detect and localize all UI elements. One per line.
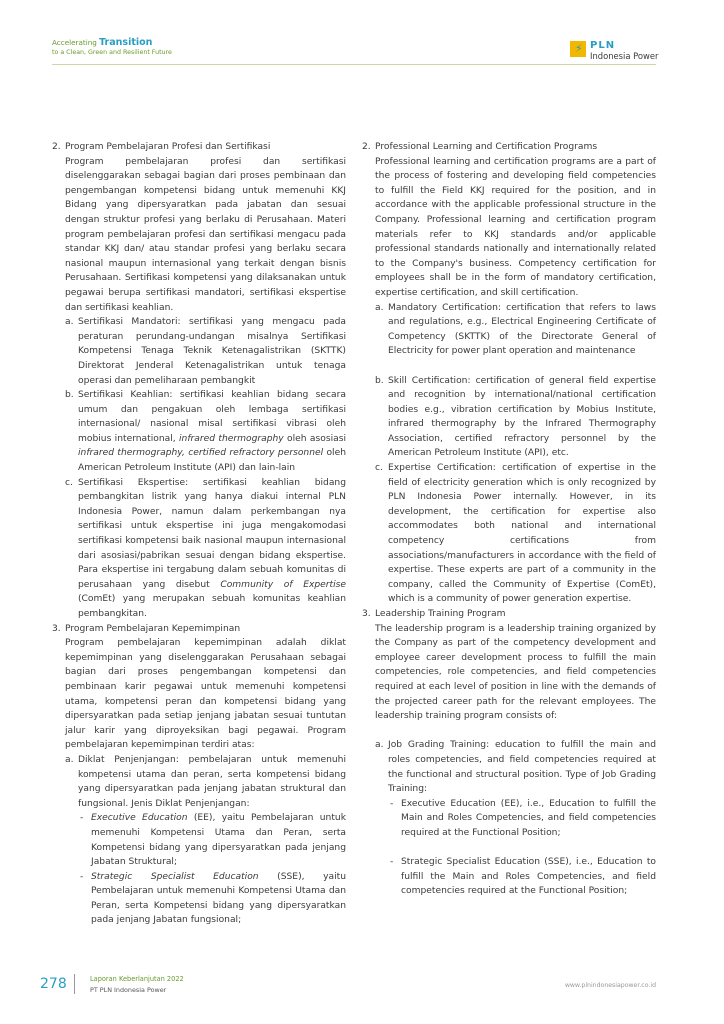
dash-text [91,870,346,928]
logo-subtitle: Indonesia Power [590,51,659,61]
page-header [52,37,659,67]
item-number: 2. [52,142,61,152]
dash-text: Strategic Specialist Education (SSE), i.e., Education to fulfill the Main and Roles Competencies, and field competencies required at the Functional Position; [401,857,656,897]
page-number: 278 [40,976,67,992]
sub-text-intro: Diklat Penjenjangan: pembelajaran untuk memenuhi kompetensi utama dan peran, serta kompetensi bidang yang dipersyaratkan pada jenjang jabatan struktural dan fungsional. Jenis Diklat Penjenjangan: [78,754,346,809]
sub-text: Expertise Certification: certification of expertise in the field of electricity generation which is only recognized by PLN Indonesia Power internally. However, in its development, the certification for expertise also accommodates both national and international competency certifications from associations/manufacturers in accordance with the field of expertise. These experts are part of a community in the company, called the Community of Expertise (ComEt), which is a community of power generation expertise. [388,463,656,605]
paragraph: Professional learning and certification programs are a part of the process of fostering and developing field competencies to fulfill the Field KKJ required for the position, and in accordance with the applicable professional structure in the Company. Professional learning and certification program materials refer to KKJ standards and/or applicable professional standards nationally and internationally related to the Company's business. Competency certification for employees shall be in the form of mandatory certification, expertise certification, and skill certification. [375,156,656,298]
section-title: Program Pembelajaran Profesi dan Sertifikasi [65,142,271,152]
italic-term: Executive Education [91,813,188,824]
sub-item [65,476,346,622]
italic-term: Community of Expertise [220,579,347,590]
italic-term: infrared thermography, certified refractory personnel [78,448,324,459]
sub-item [65,753,346,928]
sub-text: Mandatory Certification: certification that refers to laws and regulations, e.g., Electrical Engineering Certificate of Competency (SKTTK) of the Directorate General of Electricity for power plant operation and maintenance [388,302,656,357]
tagline-prefix: Accelerating [52,38,100,47]
footer-divider [74,974,75,994]
right-column-english [362,140,656,899]
lightning-bolt-icon: ⚡ [570,41,586,57]
sub-label: c. [65,477,73,488]
item-number: 3. [52,623,61,634]
header-divider [52,64,656,65]
sub-label: a. [65,754,74,765]
sub-text-intro: Job Grading Training: education to fulfill the main and roles competencies, and field competencies required at the functional and structural position. Type of Job Grading Training: [388,740,656,795]
sub-text: Skill Certification: certification of general field expertise and recognition by international/national certification bodies e.g., vibration certification by Mobius Institute, infrared thermography by the Infrared Thermography Association, certified refractory personnel by the American Petroleum Institute (API), etc. [388,375,656,459]
report-title: Laporan Keberlanjutan 2022 [90,975,184,983]
dash-label: - [390,798,394,809]
sub-text [388,738,656,899]
logo-pln-text: PLN [590,40,616,51]
dash-item [388,797,656,841]
text-run: (EE), yaitu Pembelajaran untuk memenuhi Kompetensi Utama dan Peran, serta Kompetensi bidang yang dipersyaratkan pada jenjang Jabatan Struktural; [91,813,346,868]
list-item [52,622,346,928]
item-body [375,140,656,607]
italic-term: Strategic Specialist Education [91,871,259,882]
section-title: Program Pembelajaran Kepemimpinan [65,623,241,634]
list-item [52,140,346,622]
sub-item [375,301,656,359]
dash-item [388,855,656,899]
sub-label: c. [375,463,383,474]
left-column-indonesian [52,140,346,928]
list-item [362,140,656,607]
item-number: 3. [362,609,371,619]
dash-text [91,811,346,869]
text-run: Sertifikasi Keahlian: sertifikasi keahlian bidang secara umum dan pengakuan oleh lembaga sertifikasi internasional/ nasional misal sertifikasi vibrasi oleh mobius international, [78,390,346,444]
dash-text: Executive Education (EE), i.e., Education to fulfill the Main and Roles Competencies, and field competencies required at the Functional Position; [401,798,656,838]
sub-item [375,374,656,462]
section-title: Professional Learning and Certification Programs [375,142,598,152]
item-body [375,607,656,899]
dash-label: - [80,813,84,824]
website-url: www.plnindonesiapower.co.id [564,982,656,989]
dash-item [78,870,346,928]
dash-item [78,811,346,869]
sub-item [65,315,346,388]
text-run: oleh asosiasi [283,433,346,444]
sub-item [375,738,656,899]
text-run: oleh American Petroleum Institute (API) dan lain-lain [78,448,346,474]
item-body [65,140,346,622]
dash-label: - [390,857,394,868]
sub-item [65,388,346,476]
sub-text [78,388,346,476]
sub-label: a. [375,740,384,751]
tagline-strong: Transition [99,37,153,48]
sub-label: b. [375,375,384,386]
spacer [375,724,656,739]
section-title: Leadership Training Program [375,609,506,619]
tagline-line2: to a Clean, Green and Resilient Future [52,49,172,56]
sub-label: a. [65,317,74,328]
list-item [362,607,656,899]
sub-label: a. [375,302,384,313]
paragraph: The leadership program is a leadership training organized by the Company as part of the competency development and employee career development process to fulfill the main competencies, role competencies, and field competencies required at each level of position in line with the demands of the projected career path for the relevant employees. The leadership training program consists of: [375,623,656,722]
tagline-line1 [52,37,152,48]
sub-text [78,753,346,928]
sub-text: Sertifikasi Mandatori: sertifikasi yang mengacu pada peraturan perundang-undangan misalnya Sertifikasi Kompetensi Tenaga Teknik Ketenagalistrikan (SKTTK) Direktorat Jenderal Ketenagalistrikan untuk tenaga operasi dan pemeliharaan pembangkit [78,317,346,386]
spacer [388,841,656,856]
paragraph: Program pembelajaran kepemimpinan adalah diklat kepemimpinan yang diselenggarakan Perusahaan sebagai bagian dari proses pengembangan kompetensi dan pembinaan karir pegawai untuk memenuhi kompetensi utama, kompetensi peran dan kompetensi bidang yang dipersyaratkan pada setiap jenjang jabatan sesuai tuntutan jalur karir yang diproyeksikan bagi pegawai. Program pembelajaran kepemimpinan terdiri atas: [65,638,346,751]
item-number: 2. [362,142,371,152]
text-run: (SSE), yaitu Pembelajaran untuk memenuhi Kompetensi Utama dan Peran, serta Kompetensi bidang yang dipersyaratkan pada jenjang Jabatan fungsional; [91,871,346,926]
spacer [375,359,656,374]
item-body [65,622,346,928]
text-run: (ComEt) yang merupakan sebuah komunitas keahlian pembangkitan. [78,594,346,619]
paragraph: Program pembelajaran profesi dan sertifikasi diselenggarakan sebagai bagian dari proses pembinaan dan pengembangan kompetensi bidang untuk memenuhi KKJ Bidang yang dipersyaratkan pada jabatan dan sesuai dengan struktur profesi yang berlaku di Perusahaan. Materi program pembelajaran profesi dan sertifikasi mengacu pada standar KKJ dan/ atau standar profesi yang berlaku secara nasional maupun internasional yang terkait dengan bisnis Perusahaan. Sertifikasi kompetensi yang dilaksanakan untuk pegawai berupa sertifikasi mandatori, sertifikasi ekspertise dan sertifikasi keahlian. [65,156,346,313]
sub-item [375,461,656,607]
company-name: PT PLN Indonesia Power [90,986,167,994]
dash-label: - [80,871,84,882]
sub-label: b. [65,390,74,401]
italic-term: infrared thermography [179,433,284,444]
pln-logo [570,40,659,62]
text-run: Sertifikasi Ekspertise: sertifikasi keahlian bidang pembangkitan listrik yang hanya diakui internal PLN Indonesia Power, namun dalam perkembangan nya sertifikasi untuk ekspertise ini juga mengakomodasi sertifikasi kompetensi baik nasional maupun internasional dari asosiasi/pabrikan sesuai dengan bidang ekspertise. Para ekspertise ini tergabung dalam sebuah komunitas di perusahaan yang disebut [78,477,346,590]
sub-text [78,476,346,622]
